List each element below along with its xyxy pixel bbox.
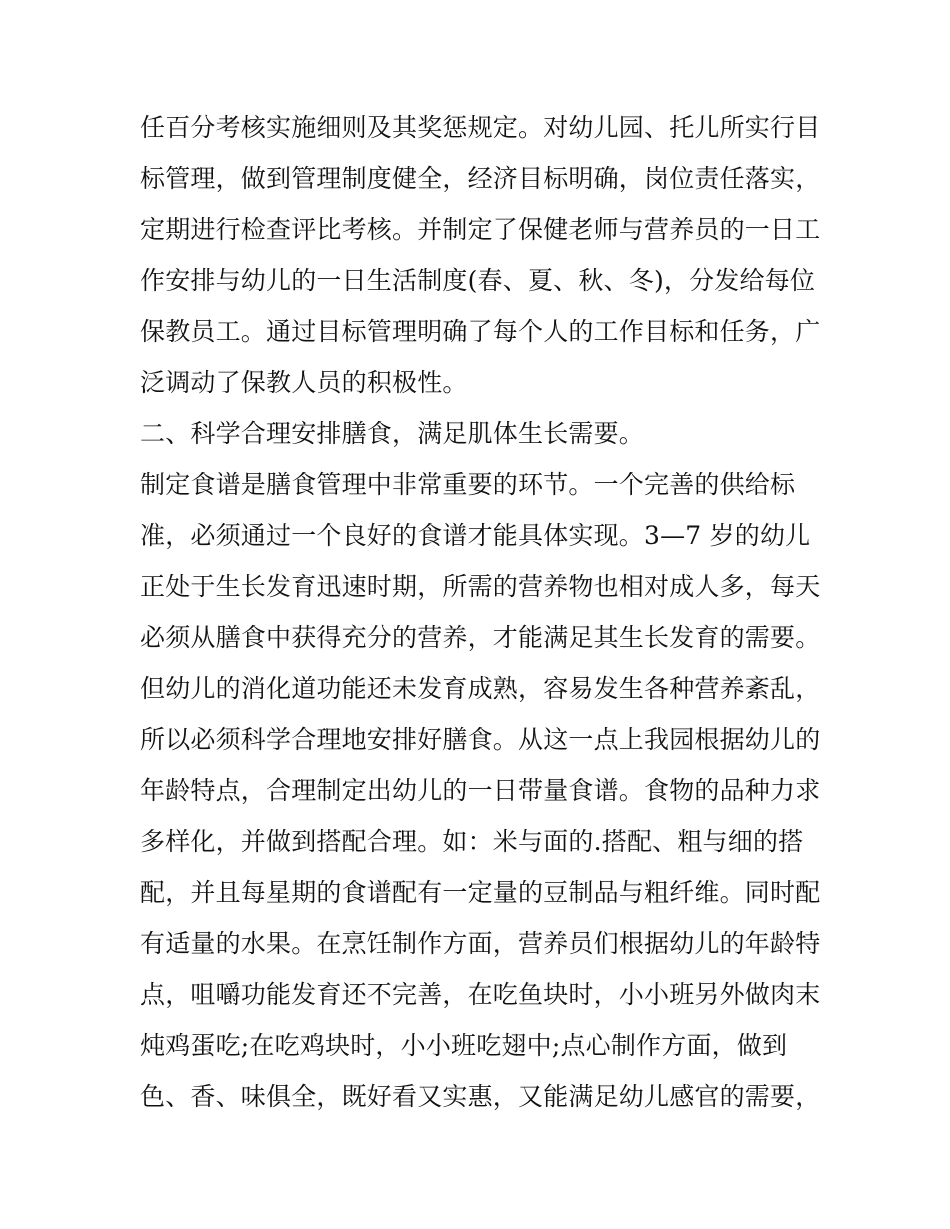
- text-line: 泛调动了保教人员的积极性。: [140, 368, 468, 397]
- text-line: 色、香、味俱全，既好看又实惠，又能满足幼儿感官的需要，: [140, 1082, 821, 1111]
- section-heading: 二、科学合理安排膳食，满足肌体生长需要。: [140, 419, 645, 448]
- text-line: 任百分考核实施细则及其奖惩规定。对幼儿园、托儿所实行目: [140, 113, 821, 142]
- text-line: 制定食谱是膳食管理中非常重要的环节。一个完善的供给标: [140, 470, 796, 499]
- text-line: 保教员工。通过目标管理明确了每个人的工作目标和任务，广: [140, 317, 821, 346]
- text-line: 配，并且每星期的食谱配有一定量的豆制品与粗纤维。同时配: [140, 878, 821, 907]
- text-line: 有适量的水果。在烹饪制作方面，营养员们根据幼儿的年龄特: [140, 929, 821, 958]
- text-line: 必须从膳食中获得充分的营养，才能满足其生长发育的需要。: [140, 623, 821, 652]
- text-line: 正处于生长发育迅速时期，所需的营养物也相对成人多，每天: [140, 572, 821, 601]
- text-line: 作安排与幼儿的一日生活制度(春、夏、秋、冬)，分发给每位: [140, 266, 816, 295]
- text-line: 点，咀嚼功能发育还不完善，在吃鱼块时，小小班另外做肉末: [140, 980, 821, 1009]
- text-line: 定期进行检查评比考核。并制定了保健老师与营养员的一日工: [140, 215, 821, 244]
- text-line: 年龄特点，合理制定出幼儿的一日带量食谱。食物的品种力求: [140, 776, 821, 805]
- text-line: 准，必须通过一个良好的食谱才能具体实现。3—7 岁的幼儿: [140, 521, 811, 550]
- text-line: 炖鸡蛋吃;在吃鸡块时，小小班吃翅中;点心制作方面，做到: [140, 1031, 788, 1060]
- text-line: 多样化，并做到搭配合理。如：米与面的.搭配、粗与细的搭: [140, 827, 804, 856]
- text-line: 标管理，做到管理制度健全，经济目标明确，岗位责任落实，: [140, 164, 821, 193]
- text-line: 但幼儿的消化道功能还未发育成熟，容易发生各种营养紊乱，: [140, 674, 821, 703]
- text-line: 所以必须科学合理地安排好膳食。从这一点上我园根据幼儿的: [140, 725, 821, 754]
